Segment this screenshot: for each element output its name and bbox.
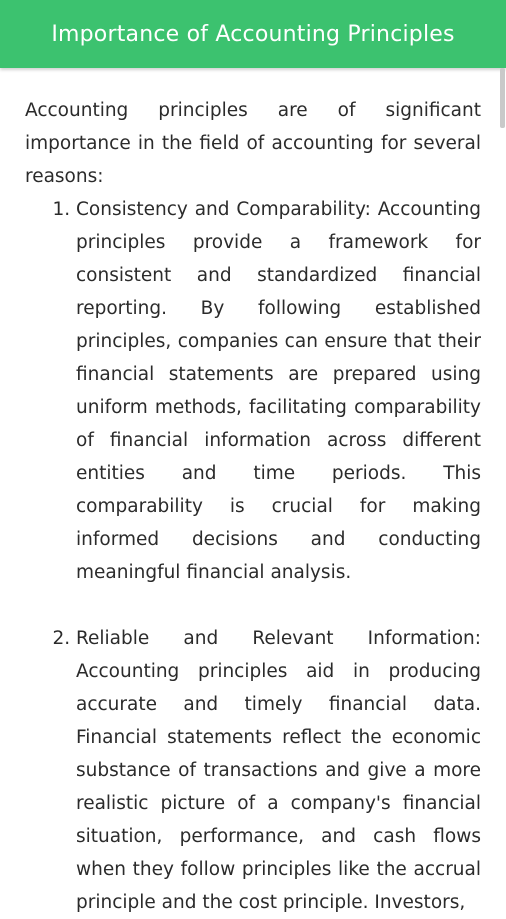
intro-paragraph: Accounting principles are of significant importance in the field of accounting for several reasons: (25, 100, 481, 187)
app-bar (0, 0, 506, 68)
scrollbar[interactable] (500, 68, 505, 128)
principles-list (25, 193, 481, 919)
page-title: Importance of Accounting Principles (51, 21, 455, 47)
article-body (25, 94, 481, 919)
list-item: 1. Consistency and Comparability: Accounting principles provide a framework for consistent and standardized financial reporting. By following established principles, companies can ensure that their financial statements are prepared using uniform methods, facilitating comparability of financial information across different entities and time periods. This comparability is crucial for making informed decisions and conducting meaningful financial analysis. (76, 193, 481, 589)
article-content[interactable] (0, 68, 506, 913)
list-item: 2. Reliable and Relevant Information: Accounting principles aid in producing accurate and timely financial data. Financial statements reflect the economic substance of transactions and give a more realistic picture of a company's financial situation, performance, and cash flows when they follow principles like the accrual principle and the cost principle. Investors, (76, 622, 481, 919)
